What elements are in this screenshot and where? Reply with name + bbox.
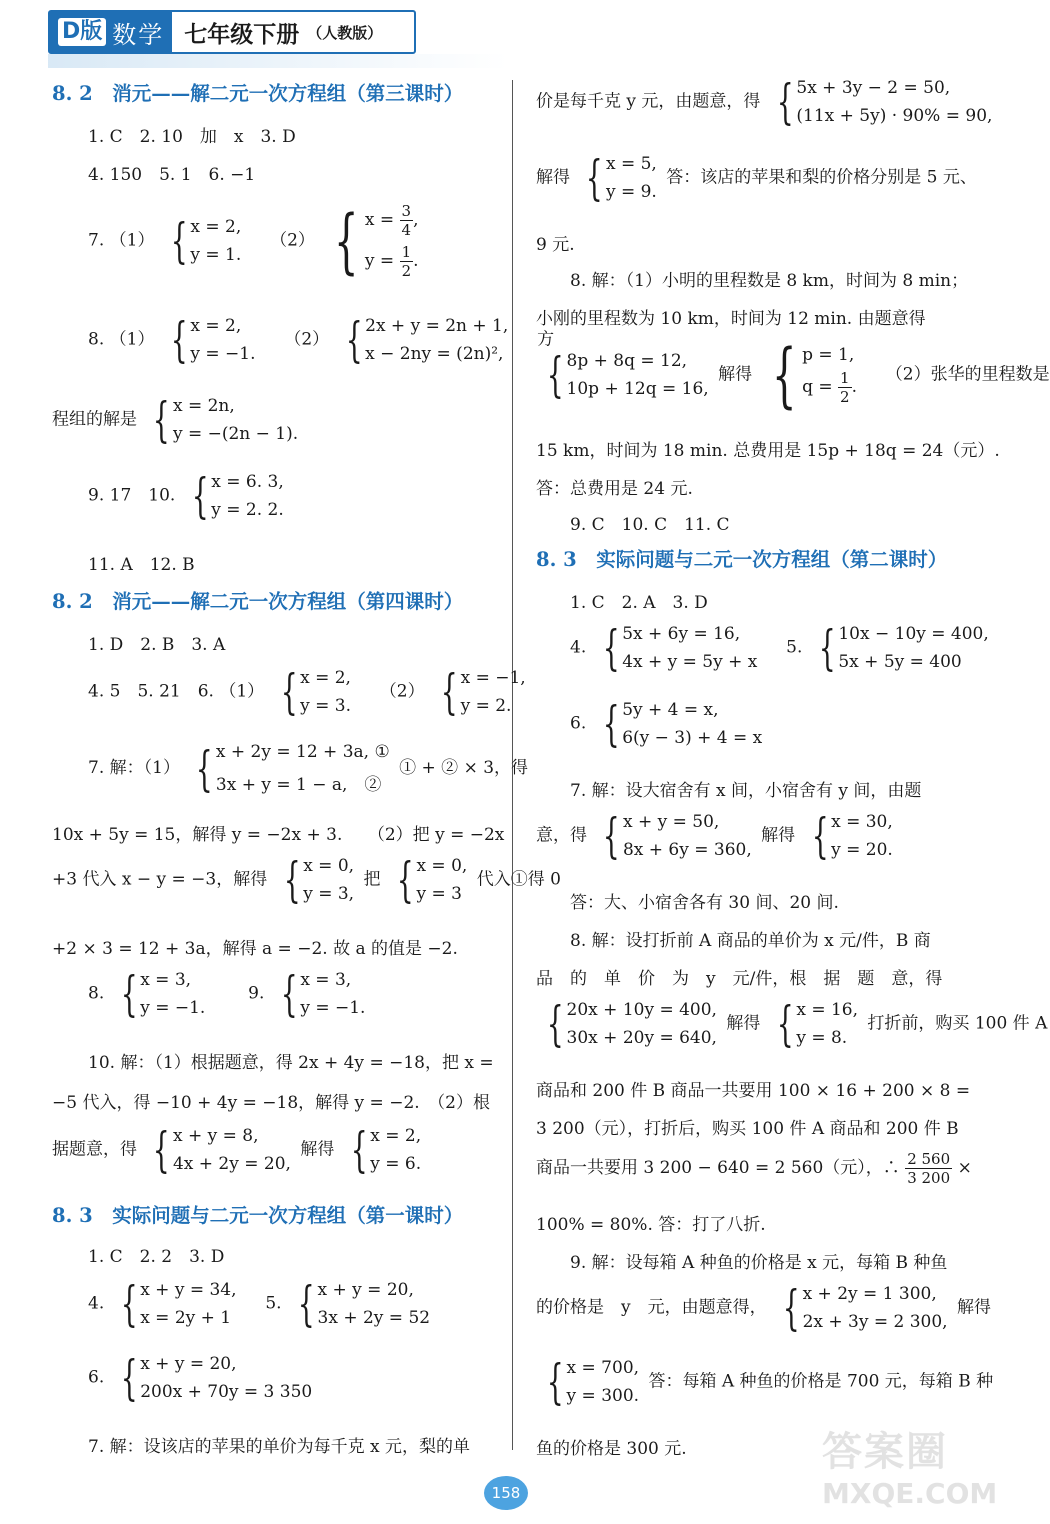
answer-label: 8. （1） — [88, 329, 155, 350]
header-underline — [48, 54, 508, 68]
equation: 10p + 12q = 16, — [566, 379, 709, 399]
equation: y = 2. — [460, 696, 512, 716]
section-title: 8. 3 实际问题与二元一次方程组（第一课时） — [52, 1204, 464, 1227]
subject-label: 数学 — [112, 20, 165, 49]
answer-label: 7. 解：（1） — [88, 758, 180, 778]
equation: y = −(2n − 1). — [172, 424, 299, 444]
equation: x = 3, — [140, 970, 192, 990]
answer-line — [88, 664, 530, 720]
equation: 4x + 2y = 20, — [172, 1154, 291, 1174]
equation-system: { x + y = 50, 8x + 6y = 360, — [603, 808, 752, 864]
answer-text: 商品一共要用 3 200 − 640 = 2 560（元），∴ — [536, 1158, 900, 1178]
equation-system: { x = 3, y = −1. — [280, 966, 366, 1022]
equation: x = 2n, — [172, 396, 235, 416]
equation: x = 3, — [300, 970, 352, 990]
answer-line: 答：总费用是 24 元. — [536, 479, 693, 499]
equation: 3x + 2y = 52 — [317, 1308, 431, 1328]
equation: y = 9. — [605, 182, 657, 202]
answer-text: 把 — [363, 869, 381, 890]
answer-line: 4. 150 5. 1 6. −1 — [88, 165, 256, 185]
equation-system: { x = 2, y = 6. — [350, 1122, 422, 1178]
book-header — [48, 10, 416, 54]
answer-text: 的价格是 y 元，由题意得， — [536, 1297, 767, 1318]
equation: x = $\frac{3}{4}$ , — [364, 202, 419, 239]
grade-label: 七年级下册 — [184, 20, 300, 48]
answer-text: 解得 — [726, 1013, 761, 1034]
answer-label: 9. — [248, 983, 265, 1004]
answer-text: 答：该店的苹果和梨的价格分别是 5 元、 — [666, 167, 977, 188]
equation: 200x + 70y = 3 350 — [140, 1382, 313, 1402]
equation: y = 3. — [300, 696, 351, 716]
answer-text: 解得 — [300, 1139, 335, 1160]
equation: x = 2, — [300, 668, 351, 688]
equation: x = 6. 3, — [211, 472, 284, 492]
equation-system: { x = 2, y = 3. — [280, 664, 351, 720]
answer-line: 8. 解：（1）小明的里程数是 8 km，时间为 8 min； — [570, 271, 969, 291]
equation-system: { x = 3, y = −1. — [120, 966, 206, 1022]
equation: 2x + y = 2n + 1, — [365, 316, 509, 336]
equation: x + 2y = 12 + 3a, ① — [215, 742, 390, 762]
equation-system: { 2x + y = 2n + 1, x − 2ny = (2n)², — [345, 312, 509, 368]
equation-system: { x = 16, y = 8. — [776, 996, 859, 1052]
equation-system: { x = 2n, y = −(2n − 1). — [153, 392, 299, 448]
answer-line: 商品和 200 件 B 商品一共要用 100 × 16 + 200 × 8 = — [536, 1081, 971, 1101]
watermark-logo: 答案圈 — [822, 1429, 948, 1475]
answer-text: +3 代入 x − y = −3，解得 — [52, 869, 268, 890]
answer-label: （2） — [270, 230, 315, 251]
section-title: 8. 2 消元——解二元一次方程组（第三课时） — [52, 82, 464, 105]
answer-line: 100% = 80%. 答：打了八折. — [536, 1215, 766, 1235]
answer-line: 10x + 5y = 15，解得 y = −2x + 3. （2）把 y = −2x — [52, 825, 505, 845]
equation: 20x + 10y = 400, — [566, 1000, 717, 1020]
edition-badge: D版 — [58, 18, 106, 46]
equation-system: { 5y + 4 = x, 6(y − 3) + 4 = x — [602, 696, 763, 752]
equation: y = 2. 2. — [211, 500, 284, 520]
equation: y = 3 — [416, 884, 462, 904]
equation: 5y + 4 = x, — [622, 700, 719, 720]
edition-label: （人教版） — [307, 23, 383, 42]
equation: x = 5, — [605, 154, 657, 174]
equation: y = 6. — [370, 1154, 422, 1174]
answer-label: （2） — [379, 681, 425, 702]
answer-label: （2） — [284, 329, 330, 350]
equation: 3x + y = 1 − a, ② — [215, 775, 382, 795]
equation: x = 16, — [796, 1000, 859, 1020]
answer-line: 品 的 单 价 为 y 元/件，根 据 题 意，得 — [536, 969, 943, 989]
answer-text: 程组的解是 — [52, 409, 137, 430]
answer-label: 4. — [570, 637, 587, 658]
answer-text: 打折前，购买 100 件 A — [867, 1013, 1048, 1034]
answer-line: 10. 解：（1）根据题意，得 2x + 4y = −18，把 x = — [88, 1053, 494, 1073]
equation: x = 2y + 1 — [140, 1308, 232, 1328]
answer-line: 7. 解：设该店的苹果的单价为每千克 x 元，梨的单 — [88, 1437, 471, 1457]
answer-line — [52, 852, 561, 908]
answer-line — [88, 468, 288, 524]
answer-text: 方 — [537, 329, 555, 350]
equation-system: { 5x + 3y − 2 = 50, (11x + 5y) · 90% = 90, — [776, 74, 993, 130]
equation-system: { x = 700, y = 300. — [546, 1354, 640, 1410]
answer-line — [52, 392, 302, 448]
equation: y = −1. — [190, 344, 256, 364]
equation-system: { x = 6. 3, y = 2. 2. — [191, 468, 284, 524]
equation-system: { x + 2y = 1 300, 2x + 3y = 2 300, — [782, 1280, 948, 1336]
equation-system: { x = 30, y = 20. — [811, 808, 893, 864]
fraction: $\frac{2 560}{3 200}$ — [907, 1150, 951, 1187]
answer-line: 9 元. — [536, 235, 575, 255]
answer-line — [88, 966, 369, 1022]
answer-line: 7. 解：设大宿舍有 x 间，小宿舍有 y 间，由题 — [570, 781, 922, 801]
equation-system: { 20x + 10y = 400, 30x + 20y = 640, — [546, 996, 717, 1052]
answer-line — [570, 620, 993, 676]
equation: 5x + 6y = 16, — [622, 624, 741, 644]
answer-line: 1. D 2. B 3. A — [88, 635, 226, 655]
equation: x + y = 50, — [622, 812, 720, 832]
answer-label: 7. （1） — [88, 230, 155, 251]
subject-badge — [50, 12, 172, 52]
answer-line: 1. C 2. A 3. D — [570, 593, 708, 613]
answer-text: × — [957, 1158, 972, 1178]
equation: q = $\frac{1}{2}$ . — [802, 368, 857, 406]
answer-line — [536, 334, 1050, 416]
equation: (11x + 5y) · 90% = 90, — [796, 106, 993, 126]
answer-text: 解得 — [536, 167, 570, 188]
equation: y = 1. — [190, 245, 242, 265]
answer-label: 9. 17 10. — [88, 485, 176, 506]
equation: y = −1. — [140, 998, 206, 1018]
equation: x + y = 20, — [317, 1280, 414, 1300]
equation-system: { x = −1, y = 2. — [440, 664, 526, 720]
answer-line — [52, 1122, 425, 1178]
answer-text: 解得 — [718, 364, 753, 385]
equation: y = 3, — [303, 884, 355, 904]
equation: y = $\frac{1}{2}$ . — [364, 243, 419, 280]
page-number: 158 — [484, 1476, 528, 1510]
answer-text: ① + ② × 3，得 — [399, 758, 529, 778]
equation: y = 300. — [566, 1386, 640, 1406]
equation: x = −1, — [460, 668, 526, 688]
answer-label: 6. — [570, 713, 587, 734]
answer-line: 鱼的价格是 300 元. — [536, 1439, 687, 1459]
answer-line — [88, 1350, 316, 1406]
equation: x = 0, — [416, 856, 468, 876]
equation-system: { x + y = 20, 200x + 70y = 3 350 — [120, 1350, 313, 1406]
answer-line: 3 200（元），打折后，购买 100 件 A 商品和 200 件 B — [536, 1119, 959, 1139]
answer-line: 11. A 12. B — [88, 555, 195, 575]
answer-text: 解得 — [761, 825, 796, 846]
equation: 30x + 20y = 640, — [566, 1028, 717, 1048]
answer-line: 15 km，时间为 18 min. 总费用是 15p + 18q = 24（元）. — [536, 441, 1000, 461]
answer-line — [536, 1354, 994, 1410]
answer-line: 9. C 10. C 11. C — [570, 515, 730, 535]
equation: x = 0, — [303, 856, 355, 876]
equation-system: { x = 2, y = 1. — [170, 213, 242, 269]
equation: x − 2ny = (2n)², — [365, 344, 504, 364]
answer-line — [536, 74, 996, 130]
section-title: 8. 3 实际问题与二元一次方程组（第二课时） — [536, 548, 948, 571]
equation-system: { x + y = 34, x = 2y + 1 — [120, 1276, 237, 1332]
equation-system: { x = 5, y = 9. — [586, 150, 657, 206]
equation-system: { x + y = 20, 3x + 2y = 52 — [297, 1276, 431, 1332]
equation-system: { 10x − 10y = 400, 5x + 5y = 400 — [818, 620, 989, 676]
answer-line: +2 × 3 = 12 + 3a，解得 a = −2. 故 a 的值是 −2. — [52, 939, 458, 959]
equation-system: { x = $\frac{3}{4}$ , y = $\frac{1}{2}$ . — [334, 200, 419, 282]
equation: x = 700, — [566, 1358, 640, 1378]
answer-label: 6. — [88, 1367, 105, 1388]
equation: 4x + y = 5y + x — [622, 652, 758, 672]
answer-text: 意，得 — [536, 825, 587, 846]
answer-line: 答：大、小宿舍各有 30 间、20 间. — [570, 893, 839, 913]
equation: p = 1, — [802, 344, 855, 365]
answer-line: 8. 解：设打折前 A 商品的单价为 x 元/件，B 商 — [570, 931, 931, 951]
equation-system: { 8p + 8q = 12, 10p + 12q = 16, — [546, 347, 709, 403]
equation-system: { x + 2y = 12 + 3a, ① 3x + y = 1 − a, ② — [196, 740, 390, 797]
answer-label: 4. — [88, 1293, 105, 1314]
equation: 5x + 3y − 2 = 50, — [796, 78, 951, 98]
answer-line — [536, 150, 977, 206]
equation: 2x + 3y = 2 300, — [802, 1312, 948, 1332]
answer-text: （2）张华的里程数是 — [885, 364, 1050, 385]
section-title: 8. 2 消元——解二元一次方程组（第四课时） — [52, 590, 464, 613]
equation: 10x − 10y = 400, — [838, 624, 989, 644]
equation: 8p + 8q = 12, — [566, 351, 688, 371]
equation: 5x + 5y = 400 — [838, 652, 962, 672]
answer-line: 小刚的里程数为 10 km，时间为 12 min. 由题意得 — [536, 309, 926, 329]
equation: x + y = 20, — [140, 1354, 237, 1374]
answer-line — [88, 202, 423, 280]
answer-line — [88, 312, 555, 368]
answer-line: −5 代入，得 −10 + 4y = −18，解得 y = −2. （2）根 — [52, 1093, 490, 1113]
answer-text: 代入①得 0 — [476, 869, 561, 890]
equation-system: { x = 0, y = 3, — [283, 852, 355, 908]
answer-line — [536, 1280, 991, 1336]
equation: y = 20. — [831, 840, 893, 860]
equation: 6(y − 3) + 4 = x — [622, 728, 763, 748]
equation-system: { x + y = 8, 4x + 2y = 20, — [153, 1122, 291, 1178]
equation: 8x + 6y = 360, — [622, 840, 752, 860]
equation: x = 2, — [190, 316, 242, 336]
answer-line — [88, 1276, 434, 1332]
equation: x + y = 8, — [172, 1126, 259, 1146]
equation-system: { x = 0, y = 3 — [396, 852, 468, 908]
answer-text: 解得 — [956, 1297, 991, 1318]
watermark-url: MXQE.COM — [822, 1477, 998, 1510]
answer-label: 8. — [88, 983, 105, 1004]
answer-label: 5. — [265, 1293, 282, 1314]
answer-line: 1. C 2. 10 加 x 3. D — [88, 127, 296, 147]
equation-system: { 5x + 6y = 16, 4x + y = 5y + x — [602, 620, 758, 676]
answer-label: 5. — [786, 637, 803, 658]
answer-label: 4. 5 5. 21 6. （1） — [88, 681, 265, 702]
answer-text: 价是每千克 y 元，由题意，得 — [536, 91, 761, 112]
equation: x = 30, — [831, 812, 893, 832]
equation: y = −1. — [300, 998, 366, 1018]
equation: x = 2, — [190, 217, 242, 237]
watermark — [822, 1420, 998, 1520]
equation: x + y = 34, — [140, 1280, 237, 1300]
answer-line — [536, 808, 897, 864]
equation-system: { x = 2, y = −1. — [170, 312, 256, 368]
answer-text: 据题意，得 — [52, 1139, 137, 1160]
equation: x + 2y = 1 300, — [802, 1284, 937, 1304]
answer-line — [570, 696, 766, 752]
answer-line — [88, 742, 528, 795]
answer-line — [536, 996, 1048, 1052]
answer-line: 9. 解：设每箱 A 种鱼的价格是 x 元，每箱 B 种鱼 — [570, 1253, 948, 1273]
answer-line: 1. C 2. 2 3. D — [88, 1247, 225, 1267]
equation-system: { p = 1, q = $\frac{1}{2}$ . — [771, 334, 857, 416]
answer-line — [536, 1150, 972, 1187]
equation: x = 2, — [370, 1126, 422, 1146]
answer-text: 答：每箱 A 种鱼的价格是 700 元，每箱 B 种 — [648, 1371, 994, 1392]
equation: y = 8. — [796, 1028, 848, 1048]
